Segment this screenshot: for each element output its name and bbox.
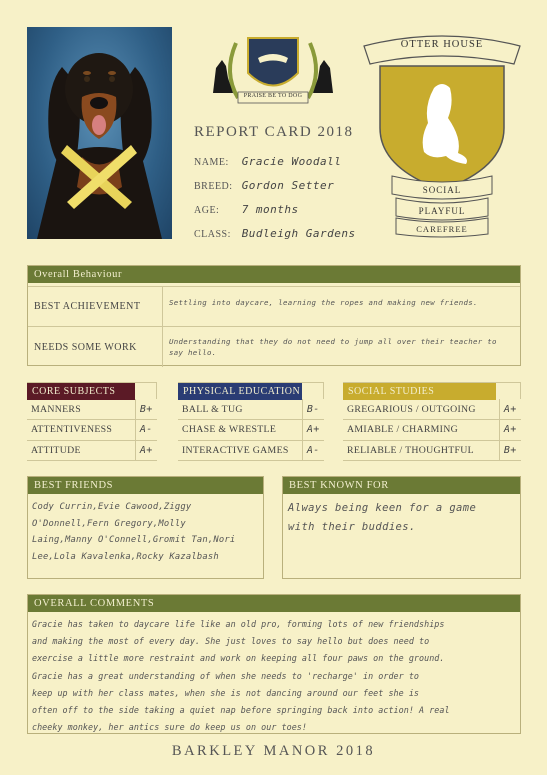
comment-line: Gracie has taken to daycare life like an old pro, forming lots of new friendships [32,619,445,629]
comment-line: and making the most of every day. She just loves to say hello but does need to [32,636,430,647]
subject-grade: A- [302,440,324,461]
house-value-social: SOCIAL [422,185,462,195]
subject-name: GREGARIOUS / OUTGOING [343,399,499,420]
best-known-for-text [283,494,520,542]
otter-house-badge [362,28,522,238]
subject-grade: A+ [302,420,324,441]
subject-name: ATTENTIVENESS [27,420,135,441]
detail-age [194,203,299,216]
house-value-playful: PLAYFUL [418,206,466,216]
comment-line: Gracie has a great understanding of when she needs to 'recharge' in order to [32,670,420,681]
best-friends-section [27,476,264,579]
subject-grade: B+ [499,440,521,461]
ob-row-needs-work [28,326,520,366]
subject-row [27,440,157,461]
best-friends-list [28,494,263,570]
dog-photo [27,27,172,239]
overall-comments-text [28,612,520,740]
subject-name: INTERACTIVE GAMES [178,440,302,461]
report-card-title: REPORT CARD 2018 [194,124,354,140]
subject-grade: B- [302,399,324,420]
detail-label: BREED: [194,181,233,192]
subject-grade: A+ [135,440,157,461]
row-value: Understanding that they do not need to jump all over their teacher to say hello. [162,327,512,367]
section-header: BEST KNOWN FOR [283,477,520,494]
core-subjects-table [27,382,157,461]
comment-line: keep up with her class mates, when she is not dancing around our feet she is [32,687,420,698]
subject-header-row [343,382,521,399]
section-header: BEST FRIENDS [28,477,263,494]
subject-header: CORE SUBJECTS [27,383,135,400]
gordon-setter-image [27,27,172,239]
subject-name: CHASE & WRESTLE [178,420,302,441]
overall-comments-section [27,594,521,734]
social-studies-table [343,382,521,461]
crest-motto: PRAISE BE TO DOG [243,93,303,99]
subject-name: ATTITUDE [27,440,135,461]
detail-label: AGE: [194,205,220,216]
subject-row [27,399,157,420]
detail-breed [194,179,334,192]
comment-line: cheeky monkey, her antics sure do keep us on our toes! [32,722,307,733]
detail-class [194,227,356,240]
friends-line: Laing,Manny O'Connell,Gromit Tan,Nori [32,535,236,545]
detail-label: CLASS: [194,229,231,240]
subject-grade: A+ [499,399,521,420]
header-bar-extension [158,266,520,283]
subject-row [178,399,324,420]
friends-line: Lee,Lola Kavalenka,Rocky Kazalbash [32,551,219,562]
subject-name: AMIABLE / CHARMING [343,420,499,441]
row-label: NEEDS SOME WORK [34,342,137,353]
physical-education-table [178,382,324,461]
detail-label: NAME: [194,157,229,168]
subject-name: RELIABLE / THOUGHTFUL [343,440,499,461]
subject-header: SOCIAL STUDIES [343,383,496,400]
detail-value: Gracie Woodall [241,155,342,168]
detail-name [194,155,341,168]
subject-row [343,399,521,420]
row-value: Settling into daycare, learning the ropes and making new friends. [162,287,512,327]
barkley-crest [208,28,338,108]
section-header: OVERALL COMMENTS [28,595,520,612]
house-value-carefree: CAREFREE [416,224,468,234]
detail-value: Budleigh Gardens [241,227,356,240]
friends-line: Cody Currin,Evie Cawood,Ziggy [32,502,192,512]
detail-value: Gordon Setter [241,179,335,192]
subject-row [343,440,521,461]
comment-line: often off to the side taking a quiet nap before springing back into action! A real [32,705,450,716]
subject-name: MANNERS [27,399,135,420]
subject-header-row [27,382,157,399]
friends-line: O'Donnell,Fern Gregory,Molly [32,518,186,529]
detail-value: 7 months [241,203,299,216]
house-name: OTTER HOUSE [400,39,484,50]
known-line: with their buddies. [288,521,416,533]
subject-header-row [178,382,324,399]
best-known-for-section [282,476,521,579]
row-label: BEST ACHIEVEMENT [34,301,141,312]
ob-row-best-achievement [28,286,520,326]
overall-behaviour-section [27,265,521,366]
subject-row [178,440,324,461]
section-header: Overall Behaviour [28,266,158,283]
subject-grade: B+ [135,399,157,420]
known-line: Always being keen for a game [288,502,477,514]
footer-title: BARKLEY MANOR 2018 [171,743,376,759]
subject-header: PHYSICAL EDUCATION [178,383,302,400]
subject-name: BALL & TUG [178,399,302,420]
comment-line: exercise a little more restraint and work on keeping all four paws on the ground. [32,653,445,664]
subject-row [343,420,521,441]
subject-grade: A- [135,420,157,441]
subject-row [178,420,324,441]
subject-row [27,420,157,441]
subject-grade: A+ [499,420,521,441]
